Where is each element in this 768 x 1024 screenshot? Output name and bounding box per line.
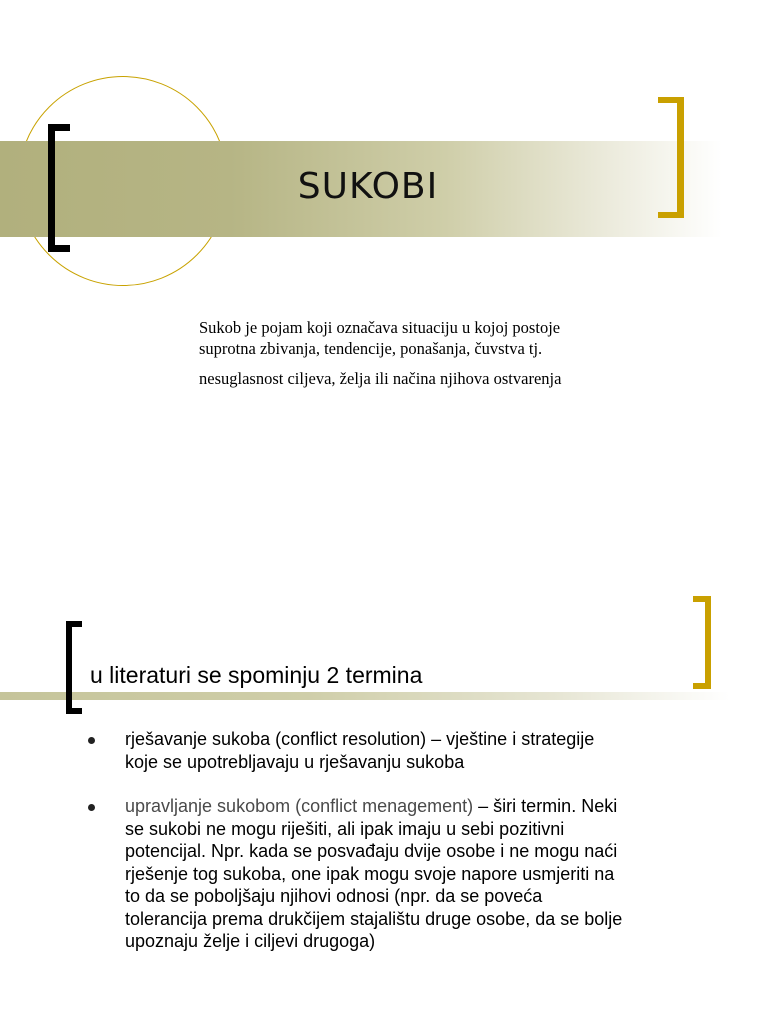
definition-paragraph-1 — [199, 317, 719, 359]
bullet-2-line: upoznaju želje i ciljevi drugoga) — [125, 931, 376, 951]
bullet-dot-icon — [88, 737, 95, 744]
definition-paragraph-2: nesuglasnost ciljeva, želja ili načina njihova ostvarenja — [199, 369, 562, 388]
bullet-1-line-2: koje se upotrebljavaju u rješavanju sukoba — [125, 751, 465, 772]
list-item — [88, 728, 728, 773]
definition-line-2: suprotna zbivanja, tendencije, ponašanja, čuvstva tj. — [199, 339, 543, 358]
bullet-2-line: tolerancija prema drukčijem stajalištu druge osobe, da se bolje — [125, 908, 623, 929]
left-bracket — [66, 621, 82, 714]
bullet-list — [88, 728, 728, 975]
right-bracket — [693, 596, 711, 689]
bullet-dot-icon — [88, 804, 95, 811]
bullet-2-line-1-rest: – širi termin. Neki — [473, 796, 618, 816]
bullet-2-line: rješenje tog sukoba, one ipak mogu svoje napore usmjeriti na — [125, 863, 615, 884]
slide-title: SUKOBI — [297, 166, 439, 207]
bullet-2-line: potencijal. Npr. kada se posvađaju dvije osobe i ne mogu naći — [125, 841, 618, 861]
slide-heading: u literaturi se spominju 2 termina — [90, 662, 423, 688]
list-item — [88, 795, 728, 953]
bullet-2-line: to da se poboljšaju njihovi odnosi (npr. da se poveća — [125, 886, 543, 906]
heading-band — [0, 692, 768, 700]
slide-2 — [0, 512, 768, 1024]
bullet-2-line-1 — [125, 795, 728, 818]
bullet-2-term: upravljanje sukobom (conflict menagement) — [125, 796, 474, 816]
bullet-2-line: se sukobi ne mogu riješiti, ali ipak imaju u sebi pozitivni — [125, 818, 565, 839]
definition-text — [199, 317, 719, 398]
bullet-1-line-1: rješavanje sukoba (conflict resolution) – vještine i strategije — [125, 729, 595, 749]
definition-line-1: Sukob je pojam koji označava situaciju u kojoj postoje — [199, 318, 561, 337]
